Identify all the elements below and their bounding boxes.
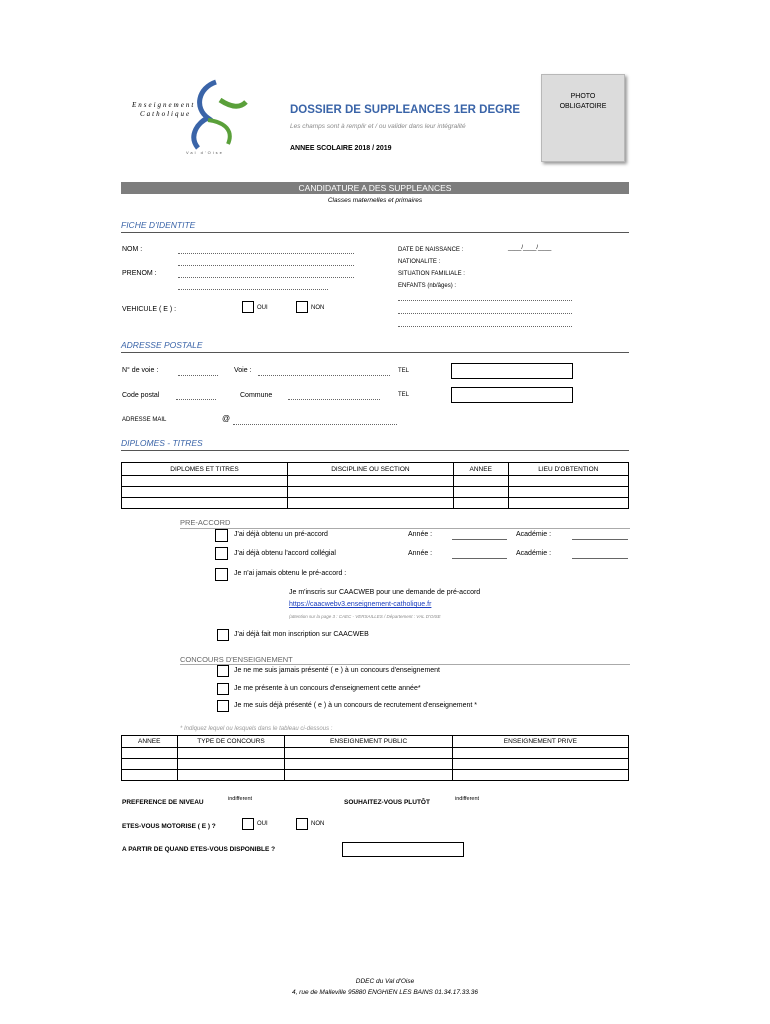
section-preaccord: PRE-ACCORD [180, 518, 231, 527]
preference-niveau-value[interactable]: indifferent [228, 796, 253, 802]
table-cell[interactable] [122, 759, 178, 770]
preaccord-annee-label: Année : [408, 531, 433, 538]
table-cell[interactable] [122, 498, 288, 509]
motorise-label: ETES-VOUS MOTORISE ( E ) ? [122, 823, 216, 830]
table-cell[interactable] [452, 770, 628, 781]
tel-label-2: TEL [398, 392, 410, 398]
photo-box[interactable] [541, 74, 625, 162]
school-year: ANNEE SCOLAIRE 2018 / 2019 [290, 145, 392, 152]
logo [128, 78, 248, 160]
vehicule-label: VEHICULE ( E ) : [122, 306, 177, 313]
concours-cette-annee-label: Je me présente à un concours d'enseignement cette année* [234, 685, 421, 692]
concours-table [121, 735, 629, 781]
concours-footnote: * Indiquez lequel ou lesquels dans le tableau ci-dessous : [180, 726, 333, 732]
table-cell[interactable] [453, 498, 508, 509]
collegial-academie-label: Académie : [516, 550, 552, 557]
diplomes-table [121, 462, 629, 509]
section-adresse-rule [121, 352, 629, 353]
enfants-label: ENFANTS (nb/âges) : [398, 283, 457, 289]
enfants-field-2[interactable] [398, 313, 572, 314]
concours-deja-label: Je me suis déjà présenté ( e ) à un concours de recrutement d'enseignement * [234, 702, 477, 709]
concours-header-prive: ENSEIGNEMENT PRIVE [452, 736, 628, 748]
prenom-field-1[interactable] [178, 277, 354, 278]
deja-inscrit-label: J'ai déjà fait mon inscription sur CAACWEB [234, 631, 369, 638]
table-row [122, 498, 629, 509]
section-identite: FICHE D'IDENTITE [121, 220, 196, 230]
table-row [122, 770, 629, 781]
logo-small-text: Val d'Oise [186, 150, 224, 155]
table-cell[interactable] [452, 759, 628, 770]
preference-niveau-label: PREFERENCE DE NIVEAU [122, 799, 204, 806]
table-cell[interactable] [508, 487, 628, 498]
section-concours-rule [180, 664, 630, 665]
table-cell[interactable] [122, 770, 178, 781]
nom-field-1[interactable] [178, 253, 354, 254]
logo-text-2: Catholique [140, 110, 192, 118]
table-cell[interactable] [285, 770, 452, 781]
table-cell[interactable] [285, 759, 452, 770]
voie-field[interactable] [258, 375, 390, 376]
caacweb-link[interactable]: https://caacwebv3.enseignement-catholique.fr [289, 601, 432, 608]
at-sign: @ [222, 414, 231, 423]
enfants-field-1[interactable] [398, 300, 572, 301]
preaccord-academie-label: Académie : [516, 531, 552, 538]
commune-label: Commune [240, 392, 273, 399]
concours-jamais-checkbox[interactable] [217, 665, 229, 677]
photo-label-1: PHOTO [570, 93, 596, 100]
accord-collegial-label: J'ai déjà obtenu l'accord collégial [234, 550, 336, 557]
naissance-value[interactable]: ____/____/____ [508, 245, 552, 251]
section-preaccord-rule [180, 528, 630, 529]
table-cell[interactable] [285, 748, 452, 759]
footer-line-1: DDEC du Val d'Oise [355, 978, 415, 985]
numero-label: N° de voie : [122, 367, 159, 374]
footer-line-2: 4, rue de Malleville 95880 ENGHIEN LES BAINS 01.34.17.33.36 [291, 989, 479, 996]
banner-subtitle: Classes maternelles et primaires [327, 197, 423, 204]
concours-jamais-label: Je ne me suis jamais présenté ( e ) à un concours d'enseignement [234, 667, 441, 674]
candidature-banner: CANDIDATURE A DES SUPPLEANCES [121, 182, 629, 194]
code-postal-field[interactable] [176, 399, 216, 400]
table-cell[interactable] [122, 748, 178, 759]
section-adresse: ADRESSE POSTALE [121, 340, 203, 350]
tel-field-1[interactable] [451, 363, 573, 379]
section-diplomes: DIPLOMES - TITRES [121, 438, 203, 448]
souhaitez-plutot-value[interactable]: indifferent [455, 796, 480, 802]
table-cell[interactable] [287, 476, 453, 487]
caacweb-note: (attention sur la page 3 : CAEC - VERSAILLES / Département : VAL D'OISE [289, 614, 441, 619]
concours-header-annee: ANNEE [122, 736, 178, 748]
jamais-preaccord-label: Je n'ai jamais obtenu le pré-accord : [234, 570, 347, 577]
preaccord-academie-field[interactable] [572, 539, 628, 540]
collegial-annee-label: Année : [408, 550, 433, 557]
enfants-field-3[interactable] [398, 326, 572, 327]
vehicule-non-label: NON [311, 305, 325, 311]
nationalite-label: NATIONALITE : [398, 259, 441, 265]
preaccord-obtenu-label: J'ai déjà obtenu un pré-accord [234, 531, 328, 538]
diplomes-header-discipline: DISCIPLINE OU SECTION [287, 463, 453, 476]
motorise-oui-checkbox[interactable] [242, 818, 254, 830]
caacweb-inscription-text: Je m'inscris sur CAACWEB pour une demande de pré-accord [289, 589, 481, 596]
page-subtitle: Les champs sont à remplir et / ou valider dans leur intégralité [290, 123, 466, 130]
table-row [122, 476, 629, 487]
souhaitez-plutot-label: SOUHAITEZ-VOUS PLUTÔT [344, 799, 430, 806]
numero-field[interactable] [178, 375, 218, 376]
table-row [122, 748, 629, 759]
tel-field-2[interactable] [451, 387, 573, 403]
diplomes-header-titre: DIPLOMES ET TITRES [122, 463, 288, 476]
photo-label-2: OBLIGATOIRE [559, 103, 607, 110]
vehicule-oui-checkbox[interactable] [242, 301, 254, 313]
preaccord-annee-field[interactable] [452, 539, 507, 540]
table-cell[interactable] [122, 487, 288, 498]
diplomes-header-annee: ANNEE [453, 463, 508, 476]
collegial-annee-field[interactable] [452, 558, 507, 559]
section-concours: CONCOURS D'ENSEIGNEMENT [180, 655, 293, 664]
disponible-field[interactable] [342, 842, 464, 857]
table-row [122, 759, 629, 770]
motorise-non-checkbox[interactable] [296, 818, 308, 830]
logo-graphic [128, 78, 248, 160]
vehicule-oui-label: OUI [257, 305, 268, 311]
code-postal-label: Code postal [122, 392, 160, 399]
naissance-label: DATE DE NAISSANCE : [398, 247, 464, 253]
table-cell[interactable] [453, 487, 508, 498]
nom-label: NOM : [122, 246, 143, 253]
tel-label-1: TEL [398, 368, 410, 374]
motorise-oui-label: OUI [257, 821, 268, 827]
motorise-non-label: NON [311, 821, 325, 827]
section-diplomes-rule [121, 450, 629, 451]
table-row [122, 487, 629, 498]
table-cell[interactable] [177, 770, 285, 781]
mail-label: ADRESSE MAIL [122, 417, 167, 423]
prenom-label: PRENOM : [122, 270, 157, 277]
nom-field-2[interactable] [178, 265, 354, 266]
accord-collegial-checkbox[interactable] [215, 547, 228, 560]
collegial-academie-field[interactable] [572, 558, 628, 559]
diplomes-header-lieu: LIEU D'OBTENTION [508, 463, 628, 476]
concours-header-public: ENSEIGNEMENT PUBLIC [285, 736, 452, 748]
table-cell[interactable] [177, 748, 285, 759]
commune-field[interactable] [288, 399, 380, 400]
table-cell[interactable] [453, 476, 508, 487]
mail-field[interactable] [233, 424, 397, 425]
voie-label: Voie : [234, 367, 252, 374]
prenom-field-2[interactable] [178, 289, 328, 290]
table-cell[interactable] [508, 476, 628, 487]
deja-inscrit-checkbox[interactable] [217, 629, 229, 641]
table-cell[interactable] [177, 759, 285, 770]
concours-deja-checkbox[interactable] [217, 700, 229, 712]
preaccord-obtenu-checkbox[interactable] [215, 529, 228, 542]
table-cell[interactable] [287, 487, 453, 498]
page-title: DOSSIER DE SUPPLEANCES 1ER DEGRE [290, 104, 521, 116]
jamais-preaccord-checkbox[interactable] [215, 568, 228, 581]
table-cell[interactable] [287, 498, 453, 509]
disponible-label: A PARTIR DE QUAND ETES-VOUS DISPONIBLE ? [122, 846, 276, 853]
vehicule-non-checkbox[interactable] [296, 301, 308, 313]
concours-header-type: TYPE DE CONCOURS [177, 736, 285, 748]
situation-label: SITUATION FAMILIALE : [398, 271, 465, 277]
table-cell[interactable] [122, 476, 288, 487]
logo-text-1: Enseignement [132, 101, 196, 109]
section-identite-rule [121, 232, 629, 233]
table-cell[interactable] [452, 748, 628, 759]
concours-cette-annee-checkbox[interactable] [217, 683, 229, 695]
table-cell[interactable] [508, 498, 628, 509]
